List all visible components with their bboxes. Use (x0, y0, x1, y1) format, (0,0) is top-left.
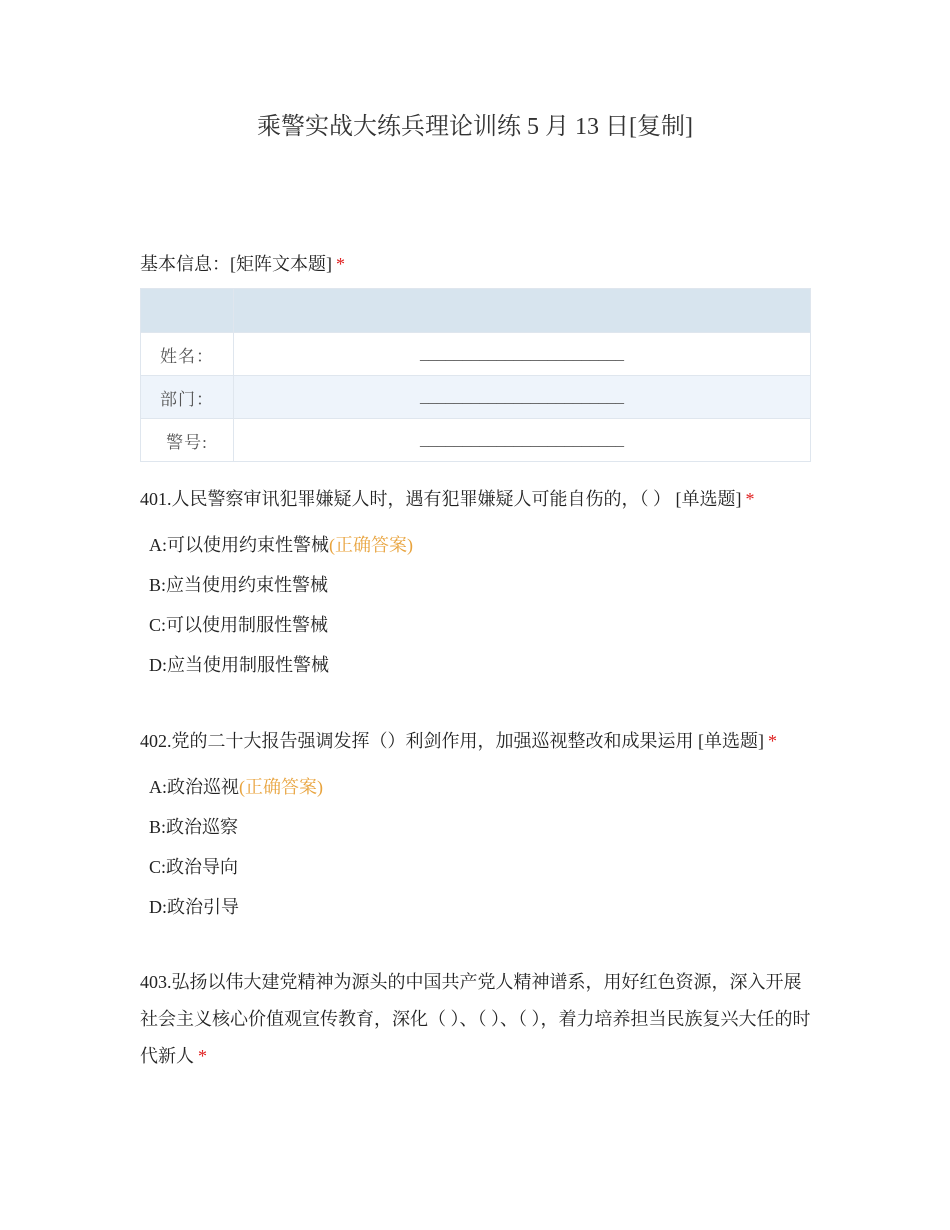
department-input-blank[interactable]: ________________________ (234, 376, 811, 419)
required-mark: * (768, 731, 777, 751)
question-403 (140, 964, 811, 1075)
matrix-header-cell (234, 289, 811, 333)
name-input-blank[interactable]: ________________________ (234, 333, 811, 376)
required-mark: * (745, 489, 755, 509)
matrix-row-label: 部门： (141, 376, 234, 419)
correct-answer-tag: (正确答案) (239, 777, 323, 797)
option-list (140, 767, 811, 927)
option-text: A:可以使用约束性警械 (149, 535, 329, 555)
question-text (140, 728, 811, 754)
question-403-text: 403.弘扬以伟大建党精神为源头的中国共产党人精神谱系，用好红色资源，深入开展社会主义核心价值观宣传教育，深化（ ）、（ ）、（ ），着力培养担当民族复兴大任的时代新人 (140, 972, 811, 1066)
option-text: B:应当使用约束性警械 (149, 575, 329, 595)
badge-number-input-blank[interactable]: ________________________ (234, 419, 811, 462)
required-mark: * (198, 1046, 207, 1066)
option-text: A:政治巡视 (149, 777, 239, 797)
option-b[interactable] (140, 565, 811, 605)
option-c[interactable] (140, 847, 811, 887)
matrix-header-row (141, 289, 811, 333)
correct-answer-tag: (正确答案) (329, 535, 413, 555)
option-a[interactable] (140, 525, 811, 565)
page-title: 乘警实战大练兵理论训练 5 月 13 日[复制] (257, 114, 693, 140)
option-d[interactable] (140, 887, 811, 927)
option-text: D:政治引导 (149, 897, 239, 917)
basic-info-section (140, 251, 811, 462)
required-mark: * (336, 254, 345, 274)
option-c[interactable] (140, 605, 811, 645)
option-text: B:政治巡察 (149, 817, 239, 837)
option-text: C:政治导向 (149, 857, 239, 877)
matrix-row-label: 警号: (141, 419, 234, 462)
option-list (140, 525, 811, 685)
option-text: D:应当使用制服性警械 (149, 655, 329, 675)
question-402 (140, 728, 811, 927)
matrix-row-badge (141, 419, 811, 462)
matrix-header-cell (141, 289, 234, 333)
question-text (140, 486, 811, 512)
basic-info-label: 基本信息：[矩阵文本题] (140, 254, 332, 274)
question-text (140, 964, 811, 1075)
matrix-row-department (141, 376, 811, 419)
option-text: C:可以使用制服性警械 (149, 615, 329, 635)
question-401-text: 401.人民警察审讯犯罪嫌疑人时，遇有犯罪嫌疑人可能自伤的，（ ） [单选题] (140, 489, 742, 509)
question-402-text: 402.党的二十大报告强调发挥（）利剑作用，加强巡视整改和成果运用 [单选题] (140, 731, 764, 751)
basic-info-matrix (140, 288, 811, 462)
option-d[interactable] (140, 645, 811, 685)
basic-info-heading (140, 251, 811, 277)
option-b[interactable] (140, 807, 811, 847)
option-a[interactable] (140, 767, 811, 807)
question-401 (140, 486, 811, 685)
matrix-row-name (141, 333, 811, 376)
matrix-row-label: 姓名： (141, 333, 234, 376)
